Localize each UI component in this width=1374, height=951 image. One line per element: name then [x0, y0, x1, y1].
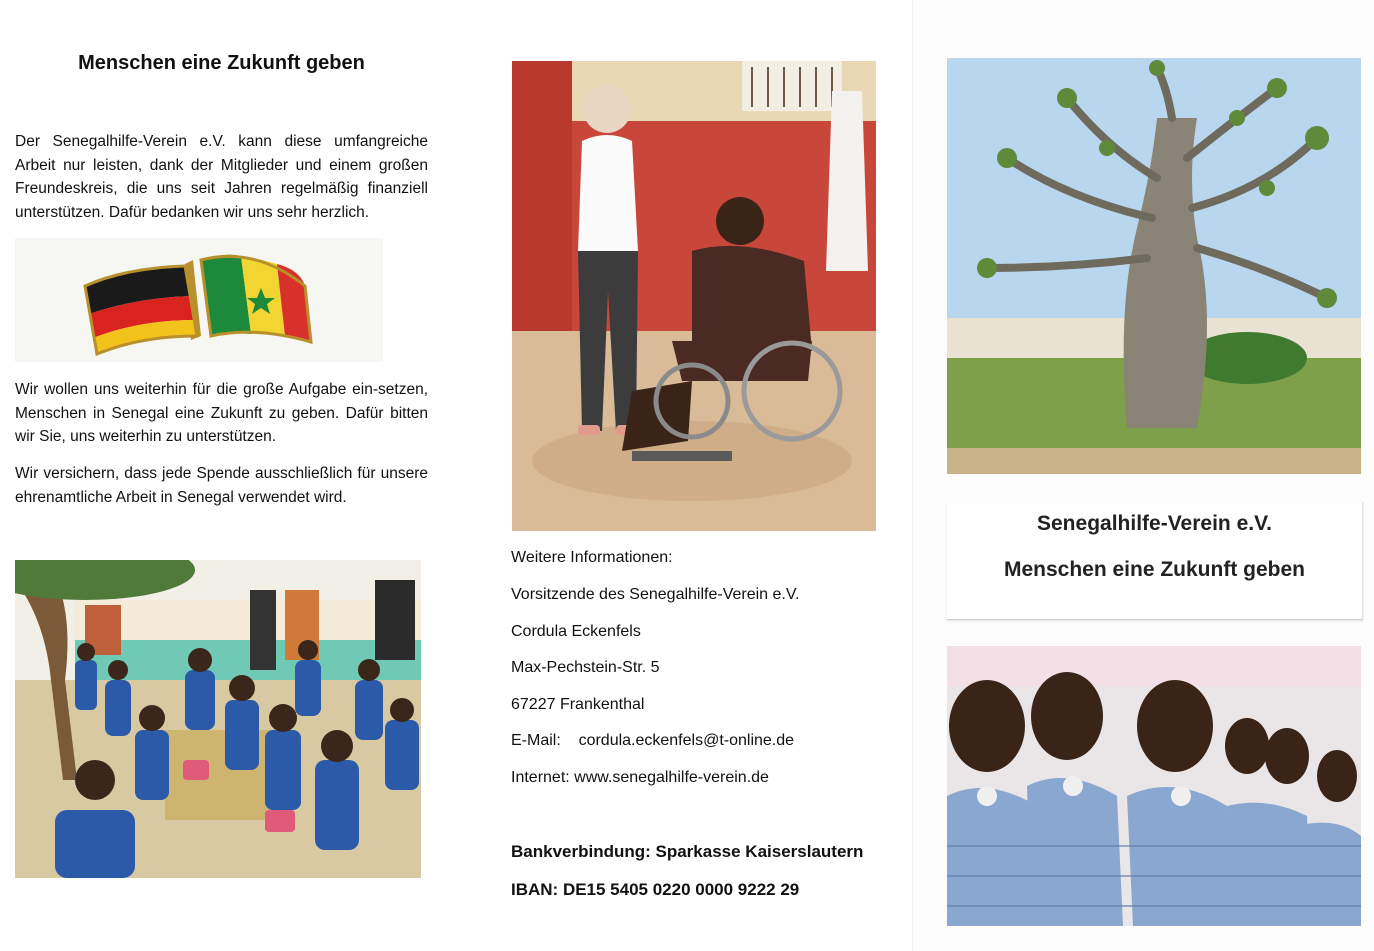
school-yard-photo: [15, 560, 421, 878]
email-label: E-Mail:: [511, 732, 561, 749]
flags-pin-image: [15, 238, 383, 362]
brochure-title-box: [947, 502, 1363, 620]
email-line: [511, 732, 794, 750]
email-link[interactable]: cordula.eckenfels@t-online.de: [578, 732, 795, 749]
website-link[interactable]: www.senegalhilfe-verein.de: [574, 769, 769, 786]
internet-label: Internet:: [511, 769, 570, 786]
right-panel: [912, 0, 1374, 951]
contact-name: Cordula Eckenfels: [511, 623, 641, 640]
chair-role: Vorsitzende des Senegalhilfe-Verein e.V.: [511, 586, 800, 603]
children-photo: [947, 646, 1361, 926]
info-title: Weitere Informationen:: [511, 549, 673, 566]
contact-city: 67227 Frankenthal: [511, 696, 645, 713]
baobab-tree-photo: [947, 58, 1361, 474]
paragraph-thanks: Der Senegalhilfe-Verein e.V. kann diese umfangreiche Arbeit nur leisten, dank der Mitglieder und einem großen Freundeskreis, die uns seit Jahren regelmäßig finanziell unterstützen. Dafür bedanken wir uns sehr herzlich.: [15, 133, 428, 221]
middle-panel: [496, 0, 896, 951]
brochure-title: Senegalhilfe-Verein e.V.: [1037, 512, 1272, 535]
iban-line: IBAN: DE15 5405 0220 0000 9222 29: [511, 880, 800, 899]
left-heading: Menschen eine Zukunft geben: [78, 52, 365, 74]
bank-line: Bankverbindung: Sparkasse Kaiserslautern: [511, 842, 864, 861]
paragraph-assurance: Wir versichern, dass jede Spende ausschließlich für unsere ehrenamtliche Arbeit in Senegal verwendet wird.: [15, 465, 428, 506]
left-panel: [0, 0, 440, 951]
contact-street: Max-Pechstein-Str. 5: [511, 659, 660, 676]
wheelchair-photo: [512, 61, 876, 531]
internet-line: [511, 769, 769, 787]
paragraph-appeal: Wir wollen uns weiterhin für die große Aufgabe ein-setzen, Menschen in Senegal eine Zukunft zu geben. Dafür bitten wir Sie, uns weiterhin zu unterstützen.: [15, 381, 428, 445]
brochure-subtitle: Menschen eine Zukunft geben: [1003, 558, 1306, 581]
